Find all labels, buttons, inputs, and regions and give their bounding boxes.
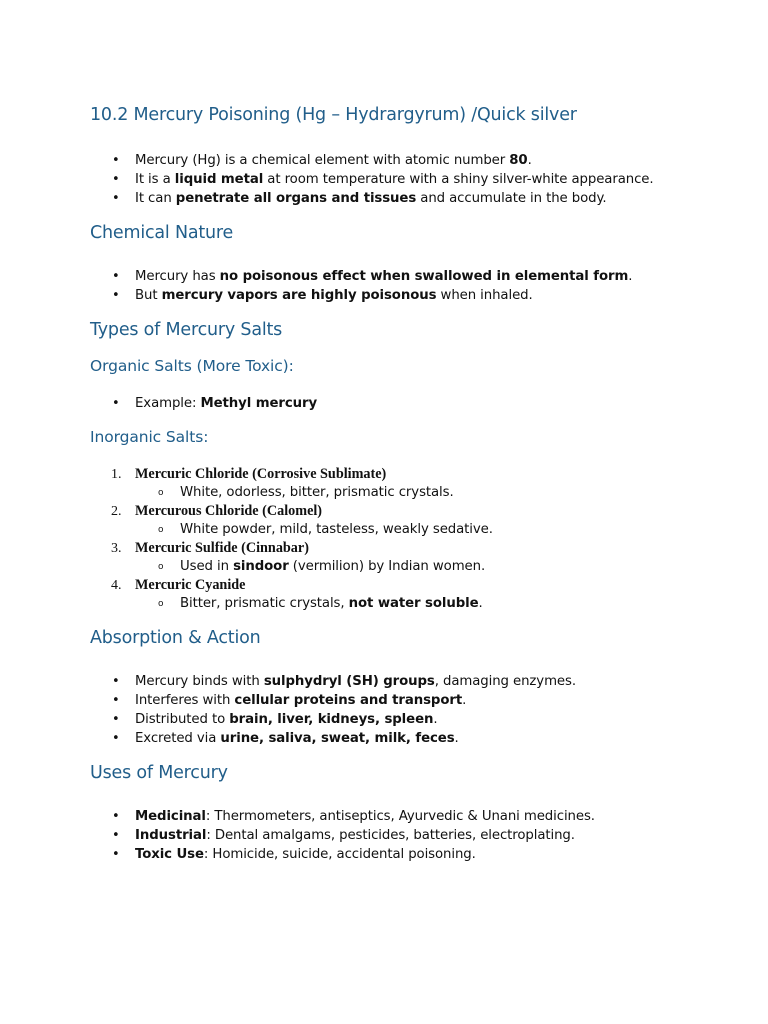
section-heading-types: Types of Mercury Salts	[90, 320, 283, 340]
organic-salts-list	[90, 394, 728, 413]
list-item	[90, 710, 728, 729]
item-text: Example:	[135, 396, 201, 411]
item-bold-text: Methyl mercury	[200, 396, 318, 411]
item-text: But	[135, 288, 162, 303]
sub-item	[135, 558, 728, 576]
item-text: , damaging enzymes.	[434, 674, 576, 689]
item-text: and accumulate in the body.	[416, 191, 607, 206]
list-item	[90, 267, 728, 286]
item-text: : Dental amalgams, pesticides, batteries, electroplating.	[206, 828, 575, 843]
sub-bullet-marker: o	[158, 562, 164, 572]
bullet-marker: •	[112, 269, 120, 284]
bullet-marker: •	[112, 674, 120, 689]
item-bold-text: sulphydryl (SH) groups	[263, 674, 435, 689]
item-text: .	[628, 269, 633, 284]
item-text: Mercury (Hg) is a chemical element with atomic number	[135, 153, 510, 168]
item-text: when inhaled.	[436, 288, 533, 303]
item-text: : Homicide, suicide, accidental poisoning.	[203, 847, 476, 862]
number-marker: 3.	[111, 541, 122, 556]
item-text: Bitter, prismatic crystals,	[180, 596, 349, 611]
list-item	[90, 286, 728, 305]
salt-name: Mercurous Chloride (Calomel)	[135, 503, 323, 519]
bullet-marker: •	[112, 731, 120, 746]
item-text: Mercury has	[135, 269, 220, 284]
list-item	[90, 170, 728, 189]
section-heading-absorption: Absorption & Action	[90, 628, 261, 648]
item-bold-text: Industrial	[135, 828, 207, 843]
item-bold-text: mercury vapors are highly poisonous	[161, 288, 437, 303]
list-item	[90, 729, 728, 748]
item-bold-text: liquid metal	[174, 172, 264, 187]
list-item	[90, 189, 728, 208]
number-marker: 2.	[111, 504, 122, 519]
list-item	[90, 151, 728, 170]
item-bold-text: no poisonous effect when swallowed in elemental form	[219, 269, 629, 284]
section-heading-chemical-nature: Chemical Nature	[90, 223, 234, 243]
sub-item	[135, 484, 728, 502]
section-heading-uses: Uses of Mercury	[90, 763, 228, 783]
item-text: .	[454, 731, 459, 746]
salt-name: Mercuric Sulfide (Cinnabar)	[135, 540, 309, 556]
item-bold-text: cellular proteins and transport	[234, 693, 463, 708]
item-text: Interferes with	[135, 693, 235, 708]
bullet-marker: •	[112, 153, 120, 168]
item-text: Excreted via	[135, 731, 221, 746]
bullet-marker: •	[112, 809, 120, 824]
item-text: .	[527, 153, 532, 168]
item-bold-text: not water soluble	[348, 596, 479, 611]
list-item	[90, 672, 728, 691]
item-text: .	[433, 712, 438, 727]
bullet-marker: •	[112, 712, 120, 727]
item-bold-text: sindoor	[233, 559, 289, 574]
bullet-marker: •	[112, 847, 120, 862]
sub-item	[135, 521, 728, 539]
salt-name: Mercuric Cyanide	[135, 577, 246, 593]
item-bold-text: Medicinal	[135, 809, 206, 824]
item-bold-text: 80	[509, 153, 528, 168]
bullet-marker: •	[112, 288, 120, 303]
item-text: It is a	[135, 172, 175, 187]
list-item	[90, 807, 728, 826]
bullet-marker: •	[112, 396, 120, 411]
sub-bullet-marker: o	[158, 488, 164, 498]
item-text: at room temperature with a shiny silver-white appearance.	[263, 172, 654, 187]
numbered-item	[90, 539, 728, 576]
item-bold-text: urine, saliva, sweat, milk, feces	[220, 731, 455, 746]
number-marker: 1.	[111, 467, 122, 482]
sub-item	[135, 595, 728, 613]
sub-bullet-marker: o	[158, 525, 164, 535]
item-bold-text: brain, liver, kidneys, spleen	[229, 712, 434, 727]
list-item	[90, 394, 728, 413]
page-title: 10.2 Mercury Poisoning (Hg – Hydrargyrum) /Quick silver	[90, 105, 577, 125]
item-text: : Thermometers, antiseptics, Ayurvedic & Unani medicines.	[205, 809, 595, 824]
numbered-item	[90, 465, 728, 502]
item-text: It can	[135, 191, 176, 206]
item-text: .	[462, 693, 467, 708]
item-bold-text: penetrate all organs and tissues	[175, 191, 417, 206]
list-item	[90, 826, 728, 845]
item-text: (vermilion) by Indian women.	[288, 559, 486, 574]
sub-bullet-marker: o	[158, 599, 164, 609]
numbered-item	[90, 502, 728, 539]
list-item	[90, 691, 728, 710]
absorption-list	[90, 672, 728, 748]
item-text: Used in	[180, 559, 234, 574]
item-text: Distributed to	[135, 712, 230, 727]
bullet-marker: •	[112, 693, 120, 708]
intro-list	[90, 151, 728, 208]
numbered-item	[90, 576, 728, 613]
subheading-organic-salts: Organic Salts (More Toxic):	[90, 357, 294, 375]
subheading-inorganic-salts: Inorganic Salts:	[90, 428, 209, 446]
item-text: .	[478, 596, 483, 611]
bullet-marker: •	[112, 172, 120, 187]
item-text: White, odorless, bitter, prismatic crystals.	[180, 485, 454, 500]
inorganic-salts-list	[90, 465, 728, 613]
salt-name: Mercuric Chloride (Corrosive Sublimate)	[135, 466, 387, 482]
uses-list	[90, 807, 728, 864]
item-bold-text: Toxic Use	[135, 847, 204, 862]
bullet-marker: •	[112, 191, 120, 206]
item-text: White powder, mild, tasteless, weakly sedative.	[180, 522, 493, 537]
bullet-marker: •	[112, 828, 120, 843]
number-marker: 4.	[111, 578, 122, 593]
chemical-nature-list	[90, 267, 728, 305]
item-text: Mercury binds with	[135, 674, 264, 689]
list-item	[90, 845, 728, 864]
